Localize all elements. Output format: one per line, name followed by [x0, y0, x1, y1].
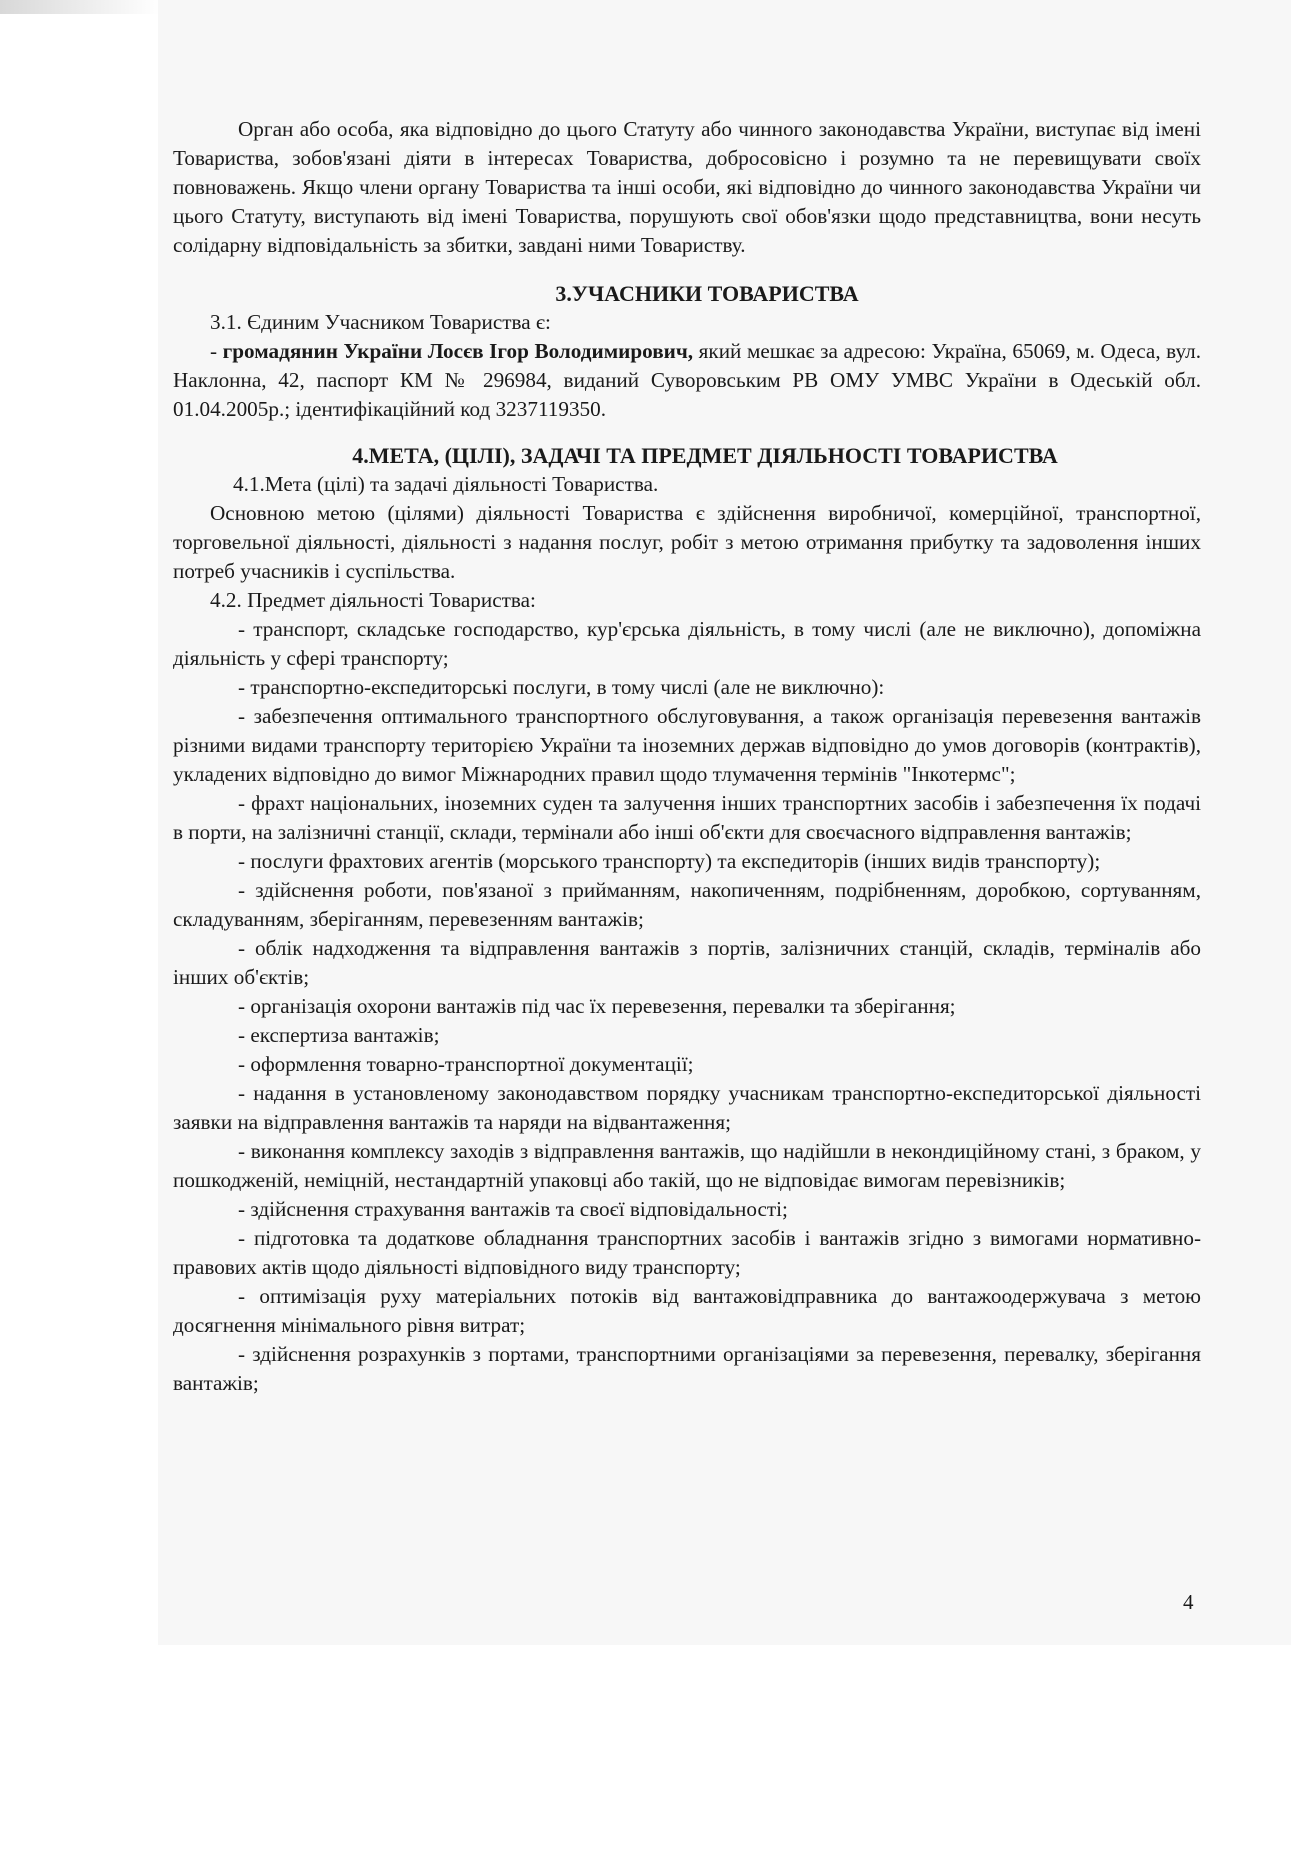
activity-item: - транспортно-експедиторські послуги, в тому числі (але не виключно):	[238, 675, 885, 699]
activity-item: - фрахт національних, іноземних суден та залучення інших транспортних засобів і забезпечення їх подачі в порти, на залізничні станції, склади, термінали або інші об'єкти для своєчасного відправлення вантажів;	[173, 791, 1201, 844]
section-3-heading: 3.УЧАСНИКИ ТОВАРИСТВА	[555, 281, 859, 306]
goal-paragraph: Основною метою (цілями) діяльності Товариства є здійснення виробничої, комерційної, транспортної, торговельної діяльності, діяльності з надання послуг, робіт з метою отримання прибутку та задоволення інших потреб учасників і суспільства.	[173, 501, 1201, 583]
section-4-1: 4.1.Мета (цілі) та задачі діяльності Товариства.	[233, 472, 659, 496]
activity-item: - здійснення страхування вантажів та своєї відповідальності;	[238, 1197, 788, 1221]
activity-item: - забезпечення оптимального транспортного обслуговування, а також організація перевезення вантажів різними видами транспорту територією України та іноземних держав відповідно до умов договорів (контрактів), укладених відповідно до вимог Міжнародних правил щодо тлумачення термінів "Інкотермс";	[173, 704, 1201, 786]
member-details: який мешкає за адресою: Україна, 65069, м. Одеса, вул. Наклонна, 42, паспорт КМ № 296984, виданий Суворовським РВ ОМУ УМВС України в Одеській обл. 01.04.2005р.; ідентифікаційний код 3237119350.	[173, 339, 1201, 421]
document-body	[173, 115, 1201, 1398]
activity-item: - здійснення розрахунків з портами, транспортними організаціями за перевезення, перевалку, зберігання вантажів;	[173, 1342, 1201, 1395]
section-4-2: 4.2. Предмет діяльності Товариства:	[210, 588, 536, 612]
activity-item: - організація охорони вантажів під час їх перевезення, перевалки та зберігання;	[238, 994, 956, 1018]
activity-item: - надання в установленому законодавством порядку учасникам транспортно-експедиторської діяльності заявки на відправлення вантажів та наряди на відвантаження;	[173, 1081, 1201, 1134]
activity-item: - здійснення роботи, пов'язаної з прийманням, накопиченням, подрібненням, доробкою, сортуванням, складуванням, зберіганням, перевезенням вантажів;	[173, 878, 1201, 931]
section-4-heading: 4.МЕТА, (ЦІЛІ), ЗАДАЧІ ТА ПРЕДМЕТ ДІЯЛЬНОСТІ ТОВАРИСТВА	[352, 443, 1058, 468]
page-number: 4	[1183, 1590, 1194, 1614]
activity-item: - транспорт, складське господарство, кур'єрська діяльність, в тому числі (але не виключно), допоміжна діяльність у сфері транспорту;	[173, 617, 1201, 670]
activity-item: - оформлення товарно-транспортної документації;	[238, 1052, 694, 1076]
section-3-1: 3.1. Єдиним Учасником Товариства є:	[210, 310, 551, 334]
activity-item: - виконання комплексу заходів з відправлення вантажів, що надійшли в некондиційному стані, з браком, у пошкодженій, неміцній, нестандартній упаковці або такій, що не відповідає вимогам перевізників;	[173, 1139, 1201, 1192]
activity-item: - послуги фрахтових агентів (морського транспорту) та експедиторів (інших видів транспорту);	[238, 849, 1101, 873]
intro-paragraph: Орган або особа, яка відповідно до цього Статуту або чинного законодавства України, виступає від імені Товариства, зобов'язані діяти в інтересах Товариства, добросовісно і розумно та не перевищувати своїх повноважень. Якщо члени органу Товариства та інші особи, які відповідно до чинного законодавства України чи цього Статуту, виступають від імені Товариства, порушують свої обов'язки щодо представництва, вони несуть солідарну відповідальність за збитки, завдані ними Товариству.	[173, 117, 1201, 257]
member-dash: -	[210, 339, 223, 363]
activity-item: - експертиза вантажів;	[238, 1023, 440, 1047]
member-name: громадянин України Лосєв Ігор Володимирович,	[222, 339, 694, 363]
scan-corner-mark	[0, 0, 160, 14]
activity-item: - облік надходження та відправлення вантажів з портів, залізничних станцій, складів, терміналів або інших об'єктів;	[173, 936, 1201, 989]
member-entry	[173, 337, 1201, 424]
activity-item: - підготовка та додаткове обладнання транспортних засобів і вантажів згідно з вимогами нормативно-правових актів щодо діяльності відповідного виду транспорту;	[173, 1226, 1201, 1279]
activity-item: - оптимізація руху матеріальних потоків від вантажовідправника до вантажоодержувача з метою досягнення мінімального рівня витрат;	[173, 1284, 1201, 1337]
